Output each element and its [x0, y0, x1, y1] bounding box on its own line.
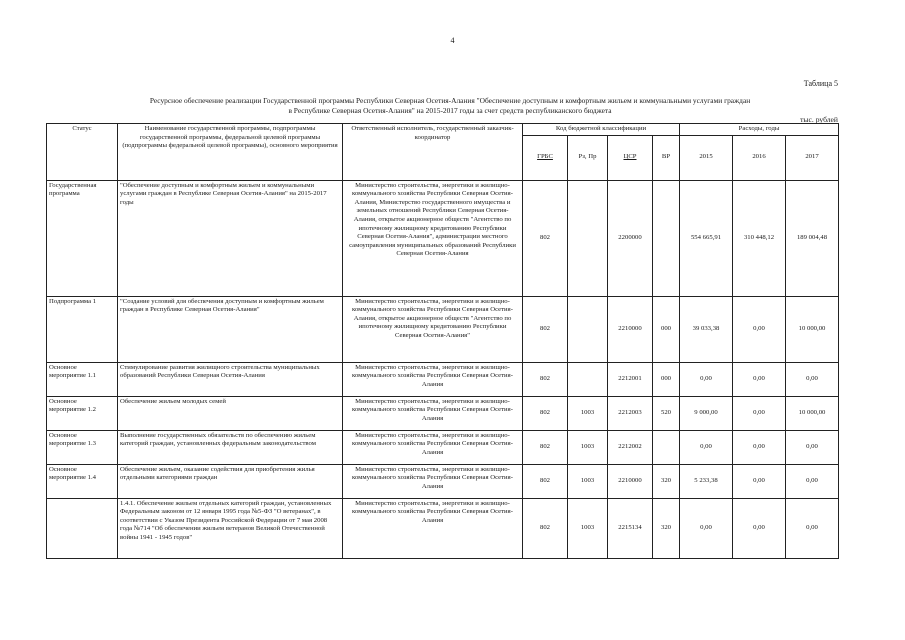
cell-name: 1.4.1. Обеспечение жильем отдельных категорий граждан, установленных Федеральным законом от 12 января 1995 года №5-ФЗ "О ветеранах", в соответствии с Указом Президента Российской Федерации от 7 мая 2008 года №714 "Об обеспечении жильем ветеранов Великой Отечественной войны 1941 - 1945 годов" [118, 498, 343, 558]
table-label: Таблица 5 [803, 79, 838, 88]
cell-2016: 0,00 [733, 296, 786, 362]
cell-2015: 0,00 [680, 362, 733, 396]
cell-rzpr [568, 180, 608, 296]
cell-2017: 0,00 [786, 362, 839, 396]
cell-2016: 0,00 [733, 498, 786, 558]
cell-executor: Министерство строительства, энергетики и жилищно-коммунального хозяйства Республики Северная Осетия-Алания, Министерство государственного имущества и земельных отношений Республики Северная Осетия-Алания, открытое акционерное обществ "Агентство по ипотечному жилищному кредитованию Республики Северная Осетия-Алания", администрации местного самоуправления муниципальных образований Республики Северная Осетия-Алания [343, 180, 523, 296]
cell-status: Подпрограмма 1 [47, 296, 118, 362]
cell-rzpr: 1003 [568, 464, 608, 498]
table-row [47, 296, 839, 362]
cell-name: "Обеспечение доступным и комфортным жильем и коммунальными услугами граждан в Республике Северная Осетия-Алания" на 2015-2017 годы [118, 180, 343, 296]
cell-name: Обеспечение жильем, оказание содействия для приобретения жилья отдельными категориями граждан [118, 464, 343, 498]
header-expenses: Расходы, годы [680, 124, 839, 136]
cell-vr [653, 430, 680, 464]
header-2016: 2016 [733, 135, 786, 180]
cell-executor: Министерство строительства, энергетики и жилищно-коммунального хозяйства Республики Северная Осетия-Алания [343, 464, 523, 498]
cell-csr: 2212003 [608, 396, 653, 430]
cell-2017: 10 000,00 [786, 296, 839, 362]
table-title [60, 96, 840, 116]
cell-status: Основное мероприятие 1.4 [47, 464, 118, 498]
cell-grbs: 802 [523, 362, 568, 396]
cell-rzpr: 1003 [568, 396, 608, 430]
table-row [47, 396, 839, 430]
cell-name: Обеспечение жильем молодых семей [118, 396, 343, 430]
cell-vr [653, 180, 680, 296]
cell-2015: 0,00 [680, 498, 733, 558]
cell-2016: 0,00 [733, 362, 786, 396]
table-row [47, 180, 839, 296]
cell-status: Основное мероприятие 1.3 [47, 430, 118, 464]
cell-name: "Создание условий для обеспечения доступным и комфортным жильем граждан в Республике Северная Осетия-Алания" [118, 296, 343, 362]
header-name: Наименование государственной программы, подпрограммы государственной программы, федеральной целевой программы (подпрограммы федеральной целевой программы), основного мероприятия [118, 124, 343, 181]
cell-csr: 2210000 [608, 464, 653, 498]
cell-2017: 0,00 [786, 430, 839, 464]
cell-2017: 10 000,00 [786, 396, 839, 430]
cell-rzpr: 1003 [568, 498, 608, 558]
cell-executor: Министерство строительства, энергетики и жилищно-коммунального хозяйства Республики Северная Осетия-Алания, открытое акционерное обществ "Агентство по ипотечному жилищному кредитованию Республики Северная Осетия-Алания" [343, 296, 523, 362]
header-executor: Ответственный исполнитель, государственный заказчик-координатор [343, 124, 523, 181]
cell-rzpr [568, 362, 608, 396]
cell-executor: Министерство строительства, энергетики и жилищно-коммунального хозяйства Республики Северная Осетия-Алания [343, 498, 523, 558]
cell-status: Основное мероприятие 1.2 [47, 396, 118, 430]
header-budget-code: Код бюджетной классификации [523, 124, 680, 136]
table-header [47, 124, 839, 181]
cell-csr: 2200000 [608, 180, 653, 296]
cell-2016: 0,00 [733, 464, 786, 498]
cell-2015: 9 000,00 [680, 396, 733, 430]
cell-2015: 39 033,38 [680, 296, 733, 362]
header-2015: 2015 [680, 135, 733, 180]
header-csr: ЦСР [623, 153, 637, 161]
header-grbs: ГРБС [537, 153, 553, 161]
cell-rzpr [568, 296, 608, 362]
cell-grbs: 802 [523, 296, 568, 362]
title-line-1: Ресурсное обеспечение реализации Государственной программы Республики Северная Осетия-Алания "Обеспечение доступным и комфортным жильем и коммунальными услугами граждан [149, 96, 751, 105]
cell-csr: 2212001 [608, 362, 653, 396]
cell-vr: 000 [653, 296, 680, 362]
cell-2016: 0,00 [733, 430, 786, 464]
cell-rzpr: 1003 [568, 430, 608, 464]
table-row [47, 362, 839, 396]
table-body [47, 180, 839, 558]
cell-vr: 000 [653, 362, 680, 396]
cell-grbs: 802 [523, 430, 568, 464]
cell-name: Стимулирование развития жилищного строительства муниципальных образований Республики Северная Осетия-Алания [118, 362, 343, 396]
table-row [47, 430, 839, 464]
cell-vr: 320 [653, 498, 680, 558]
cell-grbs: 802 [523, 396, 568, 430]
cell-2015: 5 233,38 [680, 464, 733, 498]
cell-csr: 2212002 [608, 430, 653, 464]
units-label: тыс. рублей [800, 115, 838, 124]
table-row [47, 464, 839, 498]
cell-vr: 520 [653, 396, 680, 430]
cell-grbs: 802 [523, 498, 568, 558]
header-vr: ВР [653, 135, 680, 180]
cell-2017: 0,00 [786, 498, 839, 558]
header-2017: 2017 [786, 135, 839, 180]
page-number: 4 [450, 36, 455, 45]
cell-2016: 0,00 [733, 396, 786, 430]
table-row [47, 498, 839, 558]
header-status: Статус [47, 124, 118, 181]
cell-vr: 320 [653, 464, 680, 498]
title-line-2: в Республике Северная Осетия-Алания" на 2015-2017 годы за счет средств республиканского бюджета [288, 106, 612, 115]
cell-2017: 189 004,48 [786, 180, 839, 296]
cell-executor: Министерство строительства, энергетики и жилищно-коммунального хозяйства Республики Северная Осетия-Алания [343, 362, 523, 396]
cell-executor: Министерство строительства, энергетики и жилищно-коммунального хозяйства Республики Северная Осетия-Алания [343, 430, 523, 464]
resource-table [46, 123, 839, 559]
header-rzpr: Рз, Пр [568, 135, 608, 180]
cell-grbs: 802 [523, 180, 568, 296]
cell-2016: 310 448,12 [733, 180, 786, 296]
cell-2015: 554 665,91 [680, 180, 733, 296]
cell-grbs: 802 [523, 464, 568, 498]
cell-2017: 0,00 [786, 464, 839, 498]
cell-status: Государственная программа [47, 180, 118, 296]
cell-status: Основное мероприятие 1.1 [47, 362, 118, 396]
cell-executor: Министерство строительства, энергетики и жилищно-коммунального хозяйства Республики Северная Осетия-Алания [343, 396, 523, 430]
cell-2015: 0,00 [680, 430, 733, 464]
cell-csr: 2215134 [608, 498, 653, 558]
cell-csr: 2210000 [608, 296, 653, 362]
cell-status [47, 498, 118, 558]
cell-name: Выполнение государственных обязательств по обеспечению жильем категорий граждан, установленных федеральным законодательством [118, 430, 343, 464]
